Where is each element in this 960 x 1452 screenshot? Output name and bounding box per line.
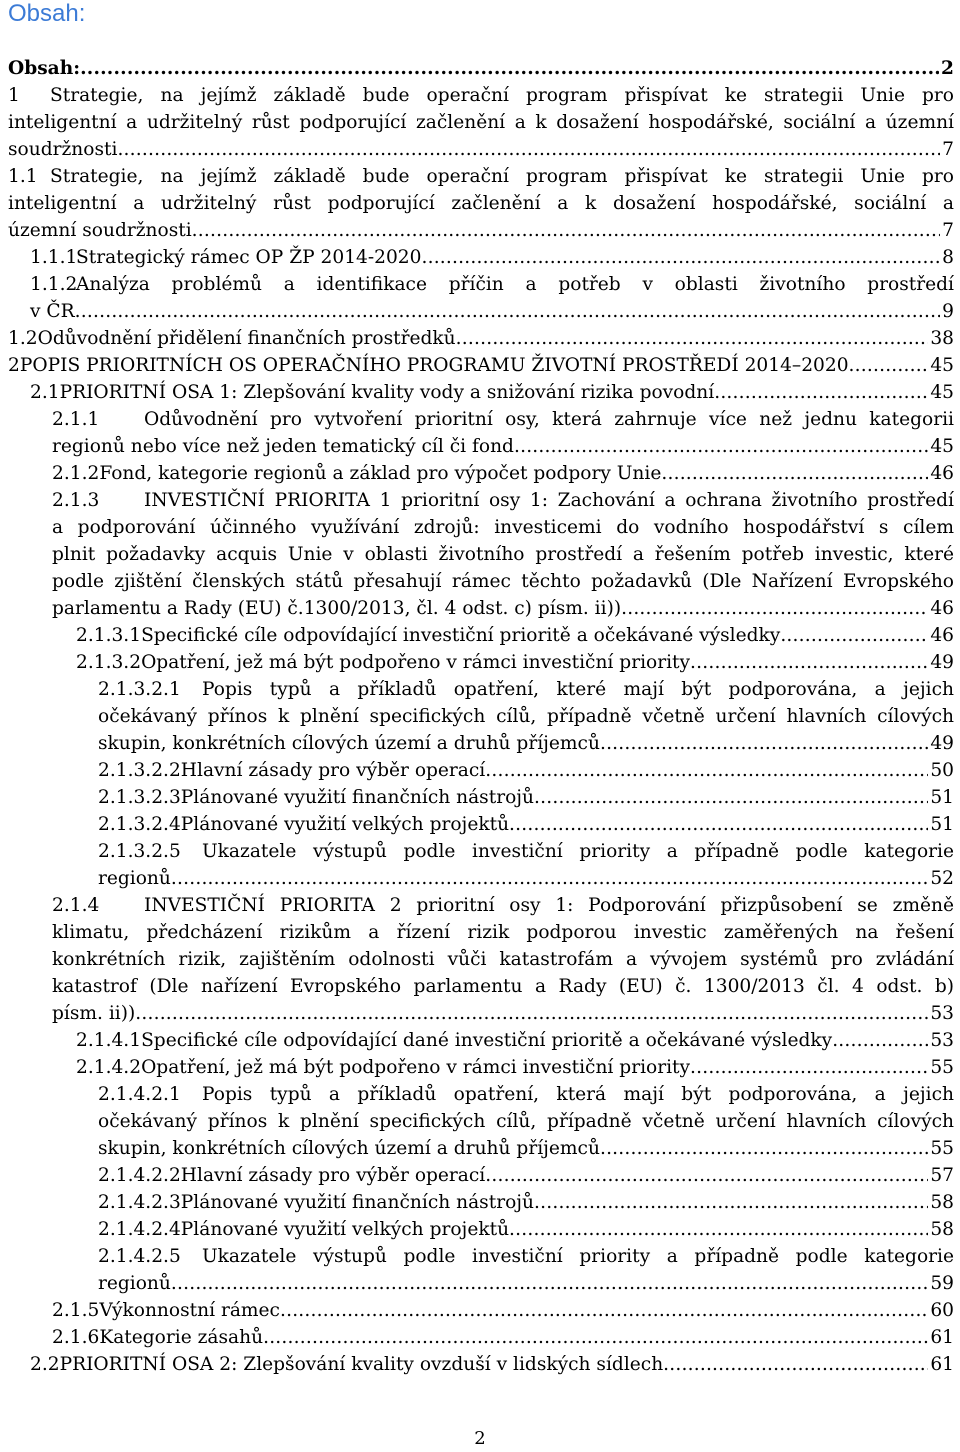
toc-page-number: 57 <box>930 1165 954 1186</box>
toc-entry[interactable] <box>0 1162 960 1189</box>
toc-dot-leader <box>780 622 928 649</box>
toc-entry[interactable] <box>0 406 960 460</box>
toc-entry-body <box>8 82 954 163</box>
toc-page-number: 46 <box>930 625 954 646</box>
toc-dot-leader <box>485 757 928 784</box>
toc-title-line: inteligentní a udržitelný růst podporující začlenění a k dosažení hospodářské, sociální a <box>8 193 954 214</box>
toc-entry-body <box>98 1189 954 1216</box>
toc-title-line: Strategie, na jejímž základě bude operační program přispívat ke strategii Unie pro <box>50 85 954 106</box>
toc-title-line: klimatu, předcházení rizikům a řízení rizik podporou investic zaměřených na řešení <box>52 922 954 943</box>
toc-number: 1.1 <box>8 166 38 187</box>
toc-title-last-line: Hlavní zásady pro výběr operací <box>180 760 486 781</box>
toc-entry-body <box>8 352 954 379</box>
toc-title-line: plnit požadavky acquis Unie v oblasti životního prostředí a řešením potřeb investic, které <box>52 544 954 565</box>
toc-number: 2.1.4.2 <box>76 1057 142 1078</box>
toc-page-number: 58 <box>930 1192 954 1213</box>
toc-dot-leader <box>714 379 928 406</box>
toc-dot-leader <box>600 730 928 757</box>
toc-title-last-line: Hlavní zásady pro výběr operací <box>180 1165 486 1186</box>
toc-title-last-line: skupin, konkrétních cílových území a druhů příjemců <box>98 733 600 754</box>
toc-entry-body <box>98 1081 954 1162</box>
toc-page-number: 53 <box>930 1030 954 1051</box>
toc-number: 1 <box>8 85 20 106</box>
toc-page-number: 55 <box>930 1138 954 1159</box>
toc-title-last-line: Strategický rámec OP ŽP 2014-2020 <box>76 247 422 268</box>
toc-number: 2.1.4.2.4 <box>98 1219 181 1240</box>
toc-title-last-line: Obsah: <box>8 58 81 79</box>
toc-entry-body <box>76 1027 954 1054</box>
toc-entry[interactable] <box>0 1027 960 1054</box>
toc-number: 2.1.3 <box>52 490 100 511</box>
toc-title-last-line: Specifické cíle odpovídající dané investiční prioritě a očekávané výsledky <box>141 1030 833 1051</box>
toc-entry-body <box>30 244 954 271</box>
toc-title-last-line: Fond, kategorie regionů a základ pro výpočet podpory Unie <box>99 463 662 484</box>
toc-page-number: 46 <box>930 463 954 484</box>
toc-entry-body <box>98 1216 954 1243</box>
toc-page-number: 59 <box>930 1273 954 1294</box>
toc-title-last-line: PRIORITNÍ OSA 1: Zlepšování kvality vody a snižování rizika povodní <box>59 382 715 403</box>
toc-number: 2.1.3.2.5 <box>98 841 181 862</box>
toc-number: 2.1.5 <box>52 1300 100 1321</box>
toc-entry[interactable] <box>0 325 960 352</box>
toc-entry[interactable] <box>0 838 960 892</box>
toc-dot-leader <box>456 325 929 352</box>
toc-title-last-line: skupin, konkrétních cílových území a druhů příjemců <box>98 1138 600 1159</box>
toc-number: 2.1.4.2.2 <box>98 1165 181 1186</box>
toc-entry[interactable] <box>0 784 960 811</box>
toc-number: 2.1.4.2.1 <box>98 1084 181 1105</box>
toc-title-line: podle zjištění členských států přesahují rámec těchto požadavků (Dle Nařízení Evropského <box>52 571 954 592</box>
toc-title-last-line: PRIORITNÍ OSA 2: Zlepšování kvality ovzduší v lidských sídlech <box>59 1354 664 1375</box>
toc-dot-leader <box>280 1297 928 1324</box>
toc-title-line: očekávaný přínos k plnění specifických cílů, případně včetně určení hlavních cílových <box>98 706 954 727</box>
toc-title-line: katastrof (Dle nařízení Evropského parlamentu a Rady (EU) č. 1300/2013 čl. 4 odst. b) <box>52 976 954 997</box>
toc-entry-body <box>30 271 954 325</box>
toc-number: 1.1.1 <box>30 247 78 268</box>
toc-entry[interactable] <box>0 649 960 676</box>
toc-title-last-line: Plánované využití finančních nástrojů <box>180 1192 535 1213</box>
toc-page-number: 2 <box>941 58 954 79</box>
toc-entry[interactable] <box>0 1351 960 1378</box>
toc-title-line: INVESTIČNÍ PRIORITA 1 prioritní osy 1: Zachování a ochrana životního prostředí <box>144 490 954 511</box>
toc-entry-body <box>8 163 954 244</box>
toc-number: 2.1.6 <box>52 1327 100 1348</box>
toc-title-last-line: územní soudržnosti <box>8 220 192 241</box>
toc-entry[interactable] <box>0 271 960 325</box>
toc-entry[interactable] <box>0 1324 960 1351</box>
toc-dot-leader <box>849 352 929 379</box>
toc-entry-body <box>8 55 954 82</box>
toc-number: 2.1.1 <box>52 409 100 430</box>
toc-entry-body <box>76 1054 954 1081</box>
toc-entry[interactable] <box>0 676 960 757</box>
toc-dot-leader <box>832 1027 928 1054</box>
toc-title-line: očekávaný přínos k plnění specifických cílů, případně včetně určení hlavních cílových <box>98 1111 954 1132</box>
toc-title-last-line: regionů <box>98 1273 171 1294</box>
toc-dot-leader <box>621 595 928 622</box>
toc-entry-body <box>52 406 954 460</box>
toc-title-line: Strategie, na jejímž základě bude operační program přispívat ke strategii Unie pro <box>50 166 954 187</box>
toc-number: 2.1.3.2.3 <box>98 787 181 808</box>
toc-page-number: 53 <box>930 1003 954 1024</box>
toc-dot-leader <box>80 55 939 82</box>
toc-title-line: Odůvodnění pro vytvoření prioritní osy, která zahrnuje více než jednu kategorii <box>144 409 954 430</box>
toc-title-last-line: POPIS PRIORITNÍCH OS OPERAČNÍHO PROGRAMU ŽIVOTNÍ PROSTŘEDÍ 2014–2020 <box>19 355 849 376</box>
toc-entry-body <box>52 892 954 1027</box>
toc-title-last-line: parlamentu a Rady (EU) č.1300/2013, čl. 4 odst. c) písm. ii)) <box>52 598 622 619</box>
toc-number: 2.1.4 <box>52 895 100 916</box>
toc-entry[interactable] <box>0 1216 960 1243</box>
toc-entry-body <box>98 784 954 811</box>
toc-entry[interactable] <box>0 1243 960 1297</box>
toc-entry-body <box>98 811 954 838</box>
toc-page-number: 49 <box>930 733 954 754</box>
toc-title-line: a podporování účinného využívání zdrojů: investicemi do vodního hospodářství s cílem <box>52 517 954 538</box>
toc-dot-leader <box>600 1135 928 1162</box>
toc-entry[interactable] <box>0 55 960 82</box>
toc-title-last-line: Opatření, jež má být podpořeno v rámci investiční priority <box>141 652 691 673</box>
toc-number: 1.1.2 <box>30 274 78 295</box>
toc-page-number: 51 <box>930 814 954 835</box>
toc-entry[interactable] <box>0 82 960 163</box>
toc-title-line: Popis typů a příkladů opatření, které mají být podporována, a jejich <box>202 679 954 700</box>
toc-number: 1.2 <box>8 328 38 349</box>
toc-number: 2.1.4.2.5 <box>98 1246 181 1267</box>
toc-number: 2.2 <box>30 1354 60 1375</box>
toc-dot-leader <box>690 649 928 676</box>
toc-entry-body <box>76 649 954 676</box>
toc-title-line: Analýza problémů a identifikace příčin a potřeb v oblasti životního prostředí <box>76 274 954 295</box>
toc-dot-leader <box>534 784 928 811</box>
toc-page-number: 58 <box>930 1219 954 1240</box>
toc-dot-leader <box>263 1324 928 1351</box>
toc-dot-leader <box>485 1162 928 1189</box>
toc-entry[interactable] <box>0 379 960 406</box>
toc-entry-body <box>76 622 954 649</box>
toc-title-last-line: regionů <box>98 868 171 889</box>
toc-entry[interactable] <box>0 1297 960 1324</box>
toc-number: 2.1.3.2.4 <box>98 814 181 835</box>
toc-title-last-line: Plánované využití velkých projektů <box>180 1219 510 1240</box>
toc-page-number: 45 <box>930 355 954 376</box>
toc-dot-leader <box>117 136 940 163</box>
toc-title-last-line: Odůvodnění přidělení finančních prostředků <box>37 328 456 349</box>
toc-title-last-line: v ČR <box>30 301 75 322</box>
toc-entry[interactable] <box>0 1189 960 1216</box>
toc-number: 2.1.4.2.3 <box>98 1192 181 1213</box>
toc-number: 2.1.2 <box>52 463 100 484</box>
toc-dot-leader <box>661 460 928 487</box>
toc-entry-body <box>98 1162 954 1189</box>
toc-entry-body <box>8 325 954 352</box>
toc-entry-body <box>52 1297 954 1324</box>
table-of-contents <box>0 55 960 1378</box>
toc-dot-leader <box>663 1351 928 1378</box>
toc-dot-leader <box>534 1189 928 1216</box>
toc-entry[interactable] <box>0 460 960 487</box>
toc-title-last-line: Výkonnostní rámec <box>99 1300 280 1321</box>
toc-dot-leader <box>509 811 928 838</box>
toc-title-last-line: písm. ii)) <box>52 1003 136 1024</box>
toc-entry[interactable] <box>0 757 960 784</box>
toc-entry-body <box>52 460 954 487</box>
toc-entry-body <box>30 379 954 406</box>
page-heading: Obsah: <box>8 0 86 27</box>
toc-dot-leader <box>171 1270 928 1297</box>
toc-page-number: 49 <box>930 652 954 673</box>
toc-entry[interactable] <box>0 163 960 244</box>
toc-page-number: 9 <box>942 301 954 322</box>
toc-entry[interactable] <box>0 622 960 649</box>
toc-entry-body <box>52 487 954 622</box>
toc-title-last-line: Kategorie zásahů <box>99 1327 264 1348</box>
page-number: 2 <box>474 1428 486 1449</box>
toc-page-number: 52 <box>930 868 954 889</box>
toc-entry-body <box>98 676 954 757</box>
toc-entry[interactable] <box>0 1054 960 1081</box>
toc-entry[interactable] <box>0 352 960 379</box>
toc-title-line: INVESTIČNÍ PRIORITA 2 prioritní osy 1: Podporování přizpůsobení se změně <box>144 895 954 916</box>
toc-page-number: 55 <box>930 1057 954 1078</box>
toc-dot-leader <box>509 1216 928 1243</box>
toc-page-number: 7 <box>942 220 954 241</box>
toc-page-number: 46 <box>930 598 954 619</box>
toc-title-line: konkrétních rizik, zajištěním odolnosti vůči katastrofám a vývojem systémů pro zvládání <box>52 949 954 970</box>
toc-page-number: 61 <box>930 1327 954 1348</box>
toc-page-number: 51 <box>930 787 954 808</box>
toc-number: 2.1.3.2.2 <box>98 760 181 781</box>
toc-number: 2 <box>8 355 20 376</box>
toc-page-number: 45 <box>930 382 954 403</box>
toc-title-last-line: regionů nebo více než jeden tematický cíl či fond <box>52 436 514 457</box>
toc-number: 2.1.3.1 <box>76 625 142 646</box>
toc-title-line: Ukazatele výstupů podle investiční priority a případně podle kategorie <box>202 841 954 862</box>
toc-page-number: 50 <box>930 760 954 781</box>
toc-title-line: Popis typů a příkladů opatření, která mají být podporována, a jejich <box>202 1084 954 1105</box>
toc-dot-leader <box>192 217 940 244</box>
toc-entry-body <box>98 757 954 784</box>
toc-page-number: 38 <box>930 328 954 349</box>
toc-dot-leader <box>421 244 940 271</box>
toc-page-number: 7 <box>942 139 954 160</box>
toc-dot-leader <box>690 1054 928 1081</box>
toc-number: 2.1.3.2.1 <box>98 679 181 700</box>
toc-title-line: Ukazatele výstupů podle investiční priority a případně podle kategorie <box>202 1246 954 1267</box>
toc-entry-body <box>98 838 954 892</box>
toc-title-last-line: Plánované využití velkých projektů <box>180 814 510 835</box>
toc-entry[interactable] <box>0 1081 960 1162</box>
toc-page-number: 45 <box>930 436 954 457</box>
toc-number: 2.1 <box>30 382 60 403</box>
toc-page-number: 61 <box>930 1354 954 1375</box>
toc-dot-leader <box>135 1000 928 1027</box>
toc-title-last-line: Specifické cíle odpovídající investiční prioritě a očekávané výsledky <box>141 625 781 646</box>
toc-entry[interactable] <box>0 487 960 622</box>
toc-entry-body <box>52 1324 954 1351</box>
toc-page-number: 60 <box>930 1300 954 1321</box>
toc-entry-body <box>98 1243 954 1297</box>
toc-entry[interactable] <box>0 244 960 271</box>
toc-title-line: inteligentní a udržitelný růst podporující začlenění a k dosažení hospodářské, sociální a územní <box>8 112 954 133</box>
toc-dot-leader <box>514 433 928 460</box>
toc-dot-leader <box>75 298 941 325</box>
toc-page-number: 8 <box>942 247 954 268</box>
toc-title-last-line: Plánované využití finančních nástrojů <box>180 787 535 808</box>
toc-title-last-line: soudržnosti <box>8 139 118 160</box>
toc-number: 2.1.4.1 <box>76 1030 142 1051</box>
toc-number: 2.1.3.2 <box>76 652 142 673</box>
toc-dot-leader <box>171 865 928 892</box>
toc-entry[interactable] <box>0 811 960 838</box>
toc-entry[interactable] <box>0 892 960 1027</box>
toc-title-last-line: Opatření, jež má být podpořeno v rámci investiční priority <box>141 1057 691 1078</box>
toc-entry-body <box>30 1351 954 1378</box>
